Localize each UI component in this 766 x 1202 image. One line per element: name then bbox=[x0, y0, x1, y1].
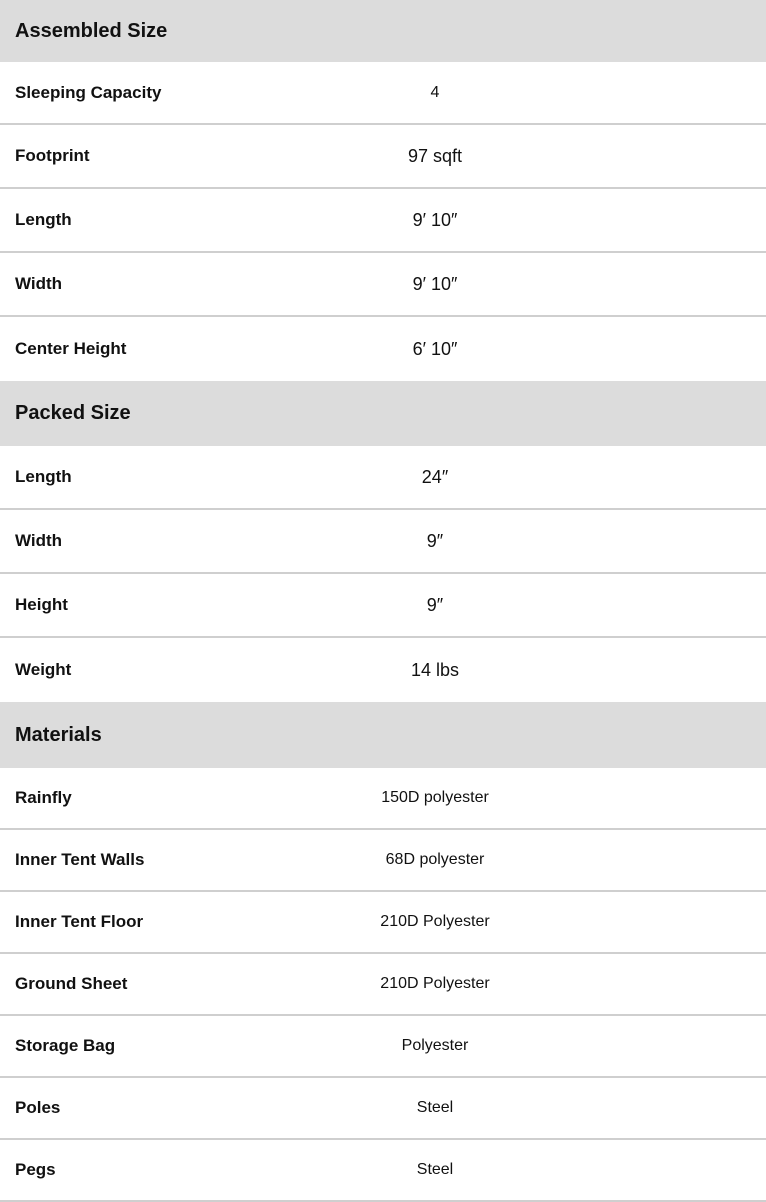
table-row bbox=[0, 189, 766, 253]
section-header: Assembled Size bbox=[0, 0, 766, 62]
row-label: Ground Sheet bbox=[15, 974, 128, 993]
row-label: Inner Tent Floor bbox=[15, 912, 144, 931]
table-row bbox=[0, 317, 766, 381]
section-materials bbox=[0, 702, 766, 1202]
row-value: 97 sqft bbox=[407, 145, 463, 166]
row-value: 24″ bbox=[421, 466, 449, 487]
section-assembled-size bbox=[0, 0, 766, 381]
row-value: Steel bbox=[416, 1161, 454, 1178]
row-label: Height bbox=[15, 595, 68, 614]
table-row bbox=[0, 574, 766, 638]
row-value: Steel bbox=[416, 1099, 454, 1116]
table-row bbox=[0, 954, 766, 1016]
row-label: Storage Bag bbox=[15, 1036, 116, 1055]
row-value: 210D Polyester bbox=[380, 975, 490, 992]
row-label: Width bbox=[15, 274, 63, 293]
row-value: 68D polyester bbox=[385, 851, 485, 868]
row-label: Length bbox=[15, 210, 72, 229]
row-value: Polyester bbox=[401, 1037, 469, 1054]
row-value: 4 bbox=[430, 83, 440, 101]
table-row bbox=[0, 892, 766, 954]
row-value: 9″ bbox=[426, 594, 444, 615]
row-value: 150D polyester bbox=[381, 789, 489, 806]
row-label: Inner Tent Walls bbox=[15, 850, 145, 869]
section-header: Packed Size bbox=[0, 381, 766, 446]
section-packed-size bbox=[0, 381, 766, 702]
row-label: Center Height bbox=[15, 339, 127, 358]
table-row bbox=[0, 446, 766, 510]
table-row bbox=[0, 830, 766, 892]
row-label: Rainfly bbox=[15, 788, 72, 807]
table-row bbox=[0, 510, 766, 574]
table-row bbox=[0, 1140, 766, 1202]
row-value: 9″ bbox=[426, 530, 444, 551]
table-row bbox=[0, 62, 766, 125]
table-row bbox=[0, 253, 766, 317]
table-row bbox=[0, 1078, 766, 1140]
table-row bbox=[0, 768, 766, 830]
row-label: Poles bbox=[15, 1098, 61, 1117]
row-label: Length bbox=[15, 467, 72, 486]
row-value: 9′ 10″ bbox=[412, 209, 458, 230]
table-row bbox=[0, 125, 766, 189]
row-label: Footprint bbox=[15, 146, 90, 165]
table-row bbox=[0, 1016, 766, 1078]
row-label: Sleeping Capacity bbox=[15, 82, 162, 102]
row-label: Width bbox=[15, 531, 63, 550]
row-label: Pegs bbox=[15, 1160, 56, 1179]
row-value: 6′ 10″ bbox=[412, 338, 458, 359]
table-row bbox=[0, 638, 766, 702]
row-value: 14 lbs bbox=[410, 659, 460, 680]
row-value: 210D Polyester bbox=[380, 913, 490, 930]
row-value: 9′ 10″ bbox=[412, 273, 458, 294]
row-label: Weight bbox=[15, 660, 72, 679]
section-header: Materials bbox=[0, 702, 766, 768]
